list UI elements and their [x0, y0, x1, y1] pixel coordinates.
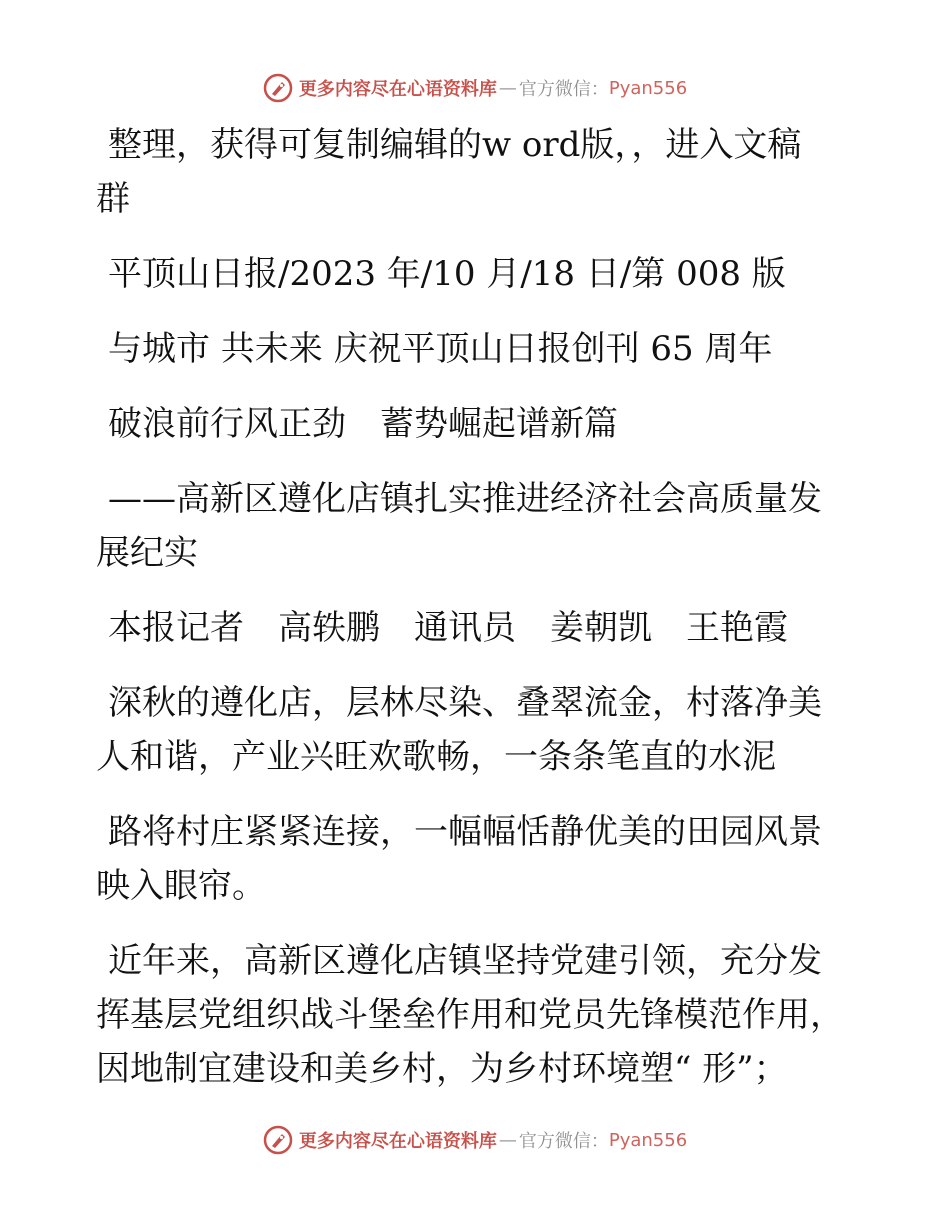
source-line: 平顶山日报/2023 年/10 月/18 日/第 008 版 [108, 254, 786, 294]
banner-wechat-label: 官方微信： [518, 79, 609, 100]
intro-line-1: 整理，获得可复制编辑的w ord版，，进入文稿 [108, 125, 802, 165]
banner-brand-text: 更多内容尽在心语资料库 [298, 79, 497, 100]
subheadline-line-2: 展纪实 [96, 533, 198, 573]
pen-nib-logo-icon [263, 73, 293, 103]
intro-line-2: 群 [96, 179, 130, 219]
column-title: 与城市 共未来 庆祝平顶山日报创刊 65 周年 [108, 329, 773, 369]
footer-banner [0, 1122, 950, 1158]
para1-line-1: 深秋的遵化店，层林尽染、叠翠流金，村落净美 [108, 683, 822, 723]
banner-brand-text: 更多内容尽在心语资料库 [298, 1131, 497, 1152]
header-banner [0, 70, 950, 106]
para2-line-2: 映入眼帘。 [96, 866, 266, 906]
para3-line-1: 近年来，高新区遵化店镇坚持党建引领，充分发 [108, 941, 822, 981]
banner-account: Pyan556 [608, 77, 688, 99]
headline: 破浪前行风正劲 蓄势崛起谱新篇 [108, 404, 618, 444]
byline: 本报记者 高轶鹏 通讯员 姜朝凯 王艳霞 [108, 608, 788, 648]
para1-line-2: 人和谐，产业兴旺欢歌畅，一条条笔直的水泥 [96, 737, 776, 777]
para3-line-3: 因地制宜建设和美乡村，为乡村环境塑“ 形”； [96, 1049, 788, 1089]
banner-wechat-label: 官方微信： [518, 1131, 609, 1152]
banner-separator: — [498, 77, 517, 99]
pen-nib-logo-icon [263, 1125, 293, 1155]
banner-account: Pyan556 [608, 1129, 688, 1151]
para2-line-1: 路将村庄紧紧连接，一幅幅恬静优美的田园风景 [108, 812, 822, 852]
banner-separator: — [498, 1129, 517, 1151]
document-body [96, 118, 844, 1096]
subheadline-line-1: ——高新区遵化店镇扎实推进经济社会高质量发 [108, 479, 822, 519]
para3-line-2: 挥基层党组织战斗堡垒作用和党员先锋模范作用， [96, 995, 844, 1035]
